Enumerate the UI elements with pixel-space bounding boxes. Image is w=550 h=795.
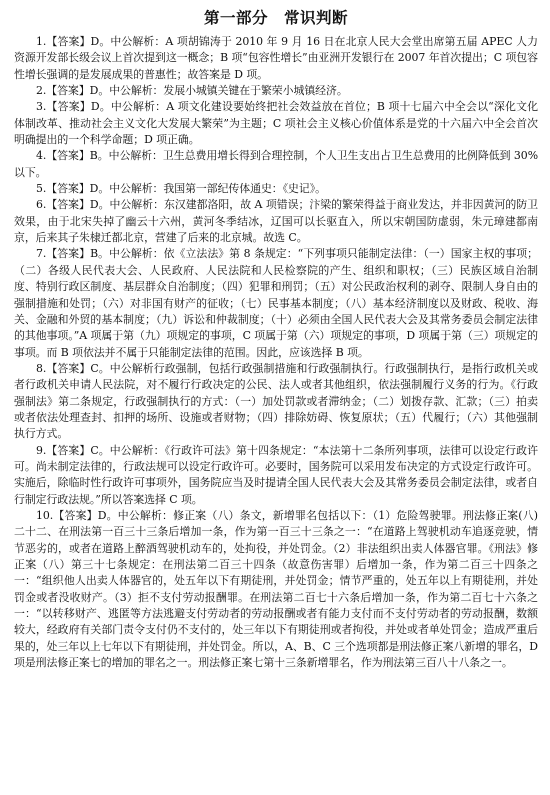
answer-item (14, 99, 538, 148)
answer-item (14, 246, 538, 360)
answer-item (14, 83, 538, 99)
answer-key: 【答案】D。 (46, 182, 110, 196)
answer-explanation: 中公解析：卫生总费用增长得到合理控制，个人卫生支出占卫生总费用的比例降低到 30%以下。 (14, 149, 538, 179)
answer-item (14, 34, 538, 83)
answer-item (14, 361, 538, 443)
answer-item (14, 197, 538, 246)
answer-explanation: 中公解析行政强制，包括行政强制措施和行政强制执行。行政强制执行，是指行政机关或者行政机关申请人民法院，对不履行行政决定的公民、法人或者其他组织，依法强制履行义务的行为。《行政强制法》第二条规定，行政强制执行的方式：（一）加处罚款或者滞纳金；（二）划拨存款、汇款；（三）拍卖或者依法处理查封、扣押的场所、设施或者财物；（四）排除妨碍、恢复原状；（五）代履行；（六）其他强制执行方式。 (14, 361, 538, 441)
answer-key: 【答案】C。 (46, 443, 110, 457)
answer-explanation: 中公解析：东汉建都洛阳，故 A 项错误；汴梁的繁荣得益于商业发达，并非因黄河的防卫效果，由于北宋失掉了幽云十六州，黄河冬季结冰，辽国可以长驱直入，所以宋朝国防虚弱，朱元璋建都南京，后来其子朱棣迁都北京，营建了后来的北京城。故选 C。 (14, 198, 538, 245)
answer-key: 【答案】D。 (46, 100, 111, 114)
answer-explanation: 中公解析：《行政许可法》第十四条规定：“本法第十二条所列事项，法律可以设定行政许可。尚未制定法律的，行政法规可以设定行政许可。必要时，国务院可以采用发布决定的方式设定行政许可。实施后，除临时性行政许可事项外，国务院应当及时提请全国人民代表大会及其常务委员会制定法律，或者自行制定行政法规。”所以答案选择 C 项。 (14, 443, 538, 506)
answer-explanation: 中公解析：修正案（八）条文，新增罪名包括以下：（1）危险驾驶罪。刑法修正案(八) 二十二、在刑法第一百三十三条后增加一条，作为第一百三十三条之一：“在道路上驾驶机动车追逐竞驶，情节恶劣的，或者在道路上醉酒驾驶机动车的，处拘役，并处罚金。（2）非法组织出卖人体器官罪。《刑法》修正案（八）第三十七条规定：在刑法第二百三十四条（故意伤害罪）后增加一条，作为第二百三十四条之一：“组织他人出卖人体器官的，处五年以下有期徒刑，并处罚金；情节严重的，处五年以上有期徒刑，并处罚金或者没收财产。（3）拒不支付劳动报酬罪。在刑法第二百七十六条后增加一条，作为第二百七十六条之一：“以转移财产、逃匿等方法逃避支付劳动者的劳动报酬或者有能力支付而不支付劳动者的劳动报酬，数额较大，经政府有关部门责令支付仍不支付的，处三年以下有期徒刑或者拘役，并处或者单处罚金；造成严重后果的，处三年以上七年以下有期徒刑，并处罚金。所以，A、B、C 三个选项都是刑法修正案八新增的罪名，D 项是刑法修正案七的增加的罪名之一。刑法修正案七第十三条新增罪名，作为刑法第三百八十八条之一。 (14, 508, 538, 670)
answer-key: 【答案】D。 (46, 35, 111, 48)
answer-key: 【答案】D。 (53, 508, 118, 522)
answer-number: 6. (36, 198, 47, 212)
answer-number: 10. (36, 508, 54, 522)
answer-number: 9. (36, 443, 47, 457)
answer-key: 【答案】C。 (46, 361, 110, 375)
answer-explanation: 中公解析：A 项文化建设要始终把社会效益放在首位；B 项十七届六中全会以“深化文化体制改革、推动社会主义文化大发展大繁荣”为主题；C 项社会主义核心价值体系是党的十六届六中全会首次明确提出的一个科学命题；D 项正确。 (14, 100, 538, 147)
answer-item (14, 181, 538, 197)
answer-key: 【答案】D。 (46, 84, 110, 98)
answer-explanation: 中公解析：发展小城镇关键在于繁荣小城镇经济。 (109, 84, 348, 98)
answer-number: 7. (36, 247, 47, 261)
answer-number: 2. (36, 84, 47, 98)
answer-key: 【答案】B。 (46, 247, 110, 261)
answer-explanation: 中公解析：我国第一部纪传体通史：《史记》。 (109, 182, 326, 196)
answer-number: 3. (36, 100, 47, 114)
answer-explanation: 中公解析：A 项胡锦涛于 2010 年 9 月 16 日在北京人民大会堂出席第五届 APEC 人力资源开发部长级会议上首次提到这一概念；B 项“包容性增长”由亚洲开发银行在 2007 年首次提出；C 项包容性增长强调的是发展成果的普惠性；故答案是 D 项。 (14, 35, 538, 81)
answer-number: 8. (36, 361, 47, 375)
answer-item (14, 508, 538, 671)
answer-key: 【答案】B。 (46, 149, 109, 163)
answer-key: 【答案】D。 (46, 198, 110, 212)
answer-number: 4. (36, 149, 47, 163)
answer-item (14, 148, 538, 181)
answer-explanation: 中公解析：依《立法法》第 8 条规定：“下列事项只能制定法律：（一）国家主权的事项；（二）各级人民代表大会、人民政府、人民法院和人民检察院的产生、组织和职权；（三）民族区域自治制度、特别行政区制度、基层群众自治制度；（四）犯罪和刑罚；（五）对公民政治权利的剥夺、限制人身自由的强制措施和处罚；（六）对非国有财产的征收；（七）民事基本制度；（八）基本经济制度以及财政、税收、海关、金融和外贸的基本制度；（九）诉讼和仲裁制度；（十）必须由全国人民代表大会及其常务委员会制定法律的其他事项。”A 项属于第（九）项规定的事项，C 项属于第（六）项规定的事项，D 项属于第（三）项规定的事项。而 B 项依法并不属于只能制定法律的范围。因此，应该选择 B 项。 (14, 247, 538, 359)
answer-list (14, 34, 538, 671)
answer-number: 1. (36, 35, 47, 48)
section-title: 第一部分 常识判断 (203, 9, 348, 27)
answer-number: 5. (36, 182, 47, 196)
answer-item (14, 443, 538, 508)
